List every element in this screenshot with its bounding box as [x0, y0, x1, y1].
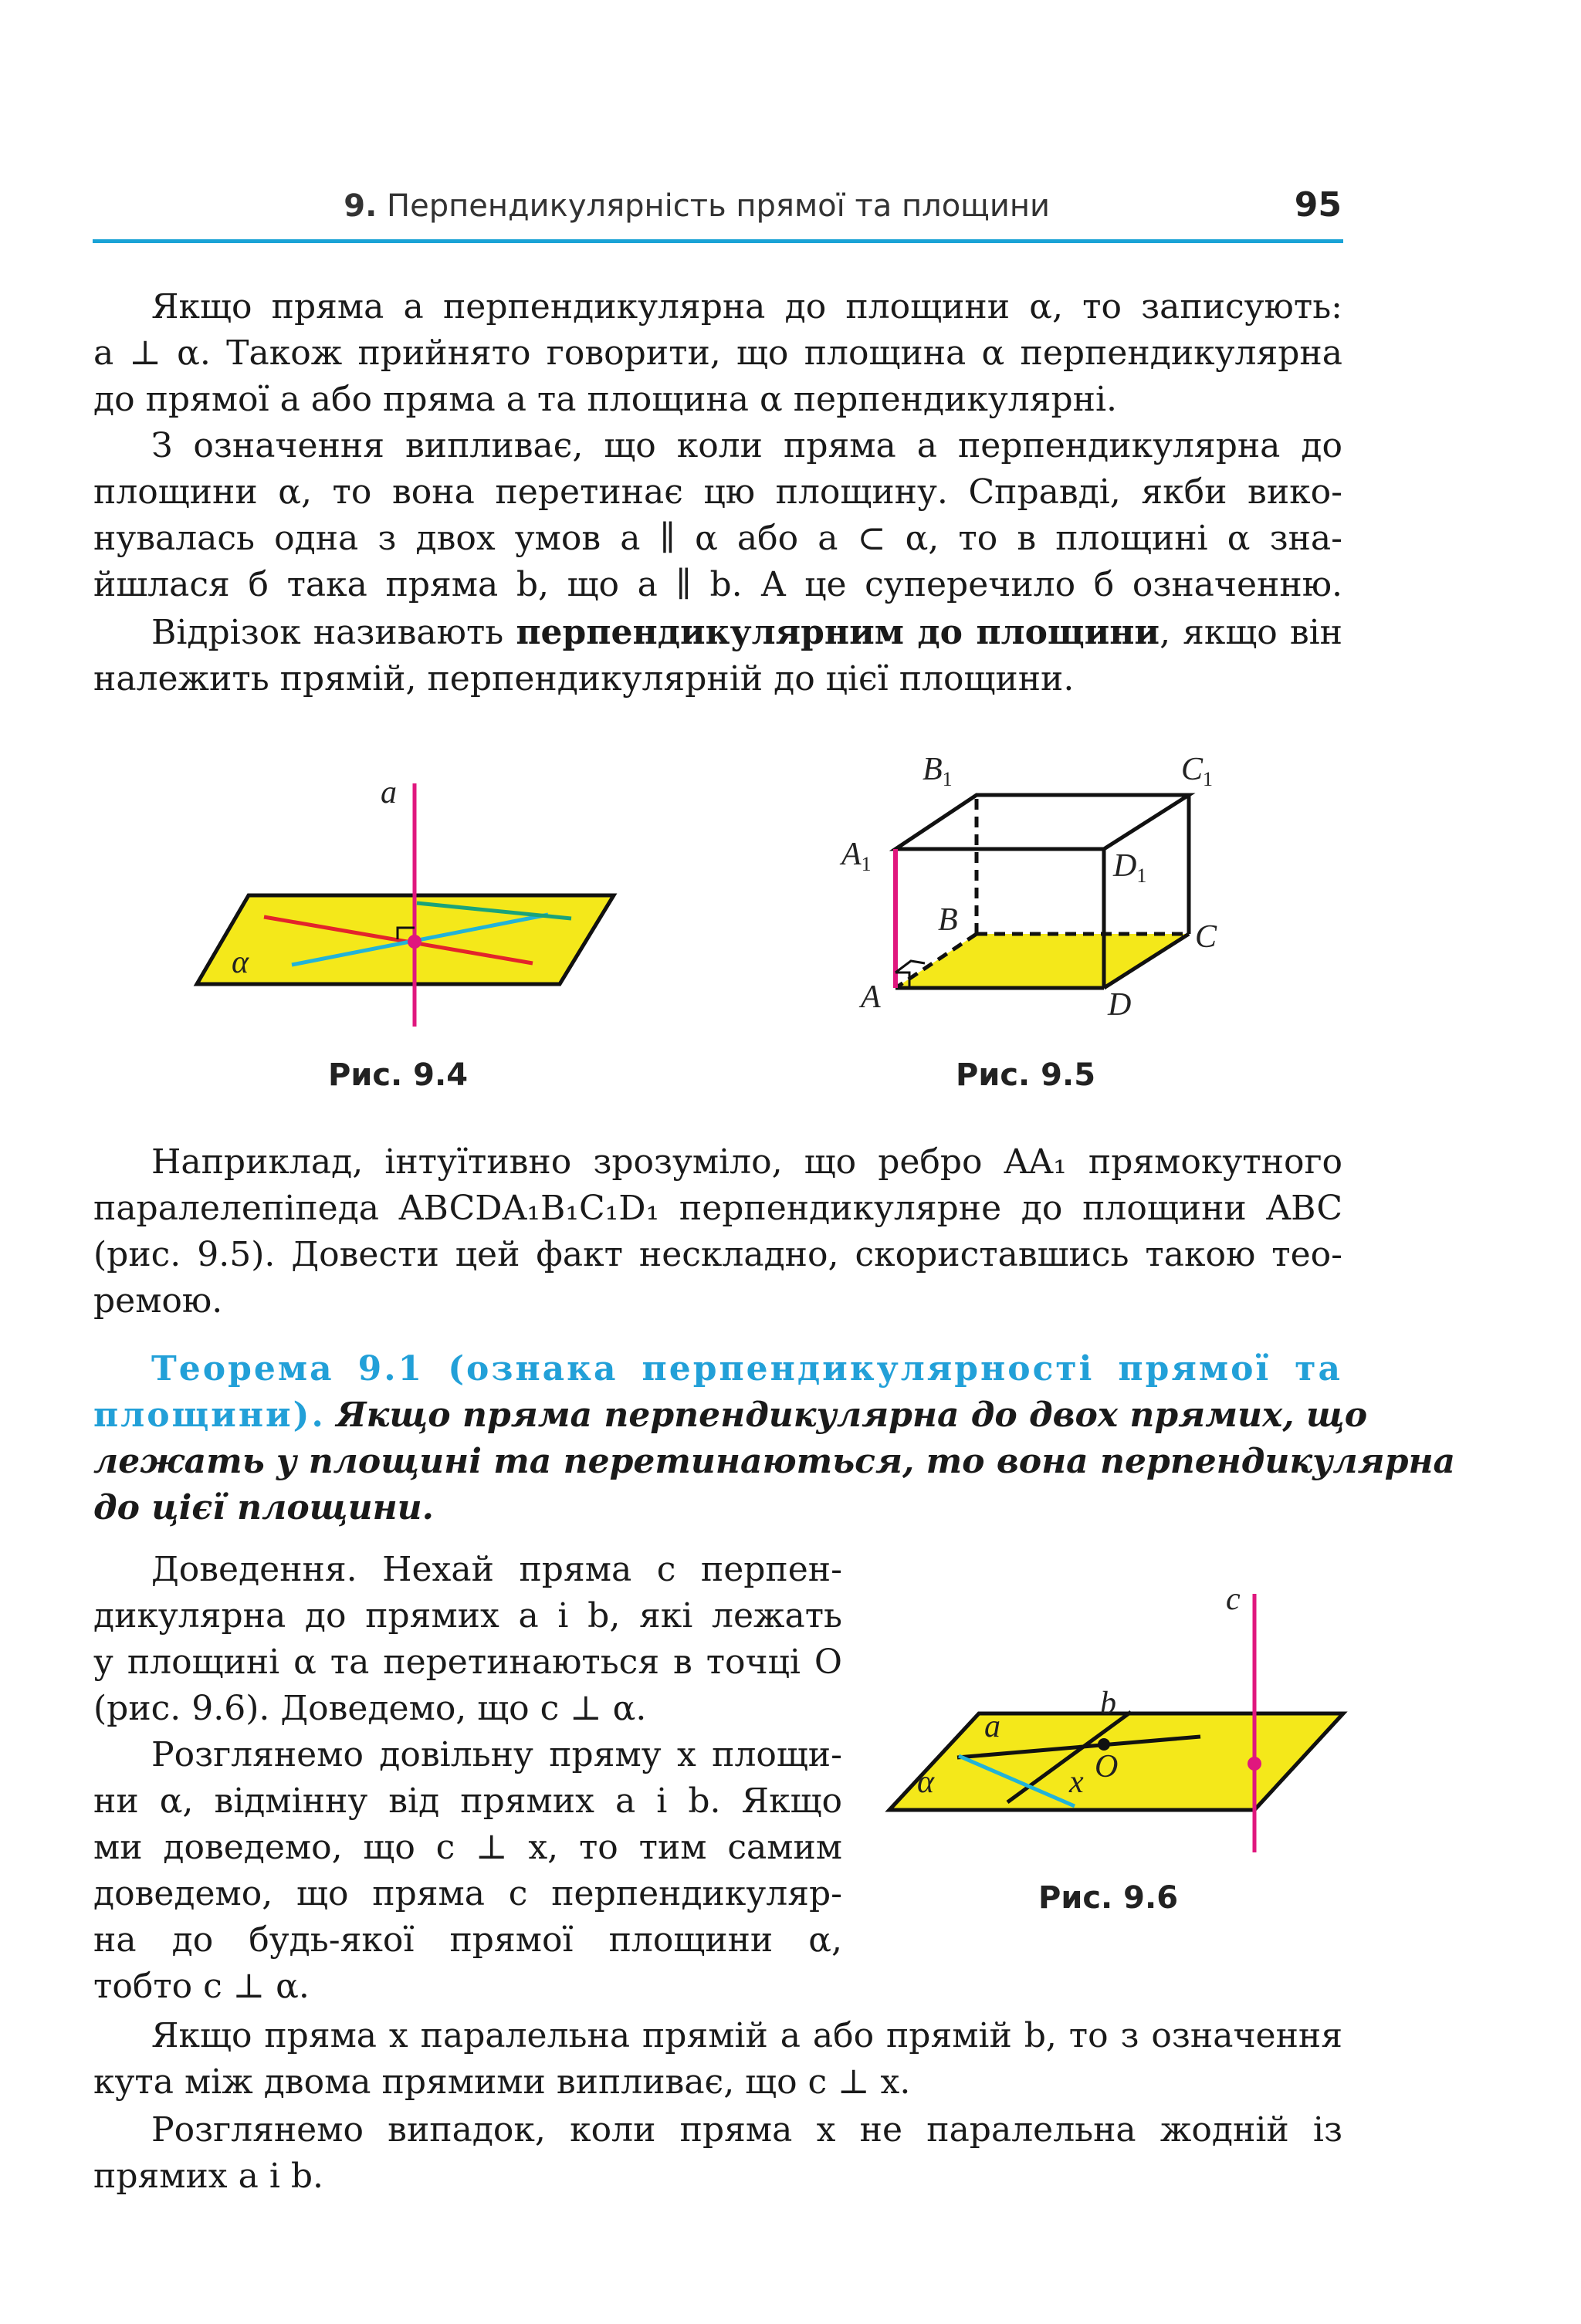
- text-line: прямих a і b.: [93, 2157, 324, 2196]
- label-x: x: [1069, 1764, 1084, 1800]
- theorem-text: Якщо пряма перпендикулярна до двох прямих, що: [336, 1395, 1368, 1435]
- label-b1: B1: [923, 752, 953, 790]
- proof-line: (рис. 9.6). Доведемо, що c ⊥ α.: [93, 1689, 647, 1728]
- text-line: на до будь-якої прямої площини α,: [93, 1920, 842, 1960]
- label-b: b: [1100, 1686, 1116, 1721]
- label-c1: C1: [1181, 752, 1214, 790]
- text-line: Якщо пряма x паралельна прямій a або прямій b, то з означення: [151, 2016, 1342, 2055]
- figure-9-6: [880, 1575, 1359, 1868]
- chapter-number: 9.: [344, 188, 377, 224]
- figure-caption: Рис. 9.5: [956, 1057, 1096, 1093]
- top-face: [895, 795, 1189, 849]
- text-line: ремою.: [93, 1281, 223, 1321]
- text-line: кута між двома прямими випливає, що c ⊥ x.: [93, 2062, 911, 2102]
- text-line: йшлася б така пряма b, що a ∥ b. А це суперечило б означенню.: [93, 565, 1342, 604]
- text-line: належить прямій, перпендикулярній до цієї площини.: [93, 659, 1075, 699]
- text-line: доведемо, що пряма c перпендикуляр-: [93, 1874, 842, 1913]
- label-d: D: [1108, 987, 1132, 1023]
- running-header: [0, 188, 1050, 224]
- text-line: паралелепіпеда ABCDA₁B₁C₁D₁ перпендикулярне до площини ABC: [93, 1189, 1342, 1228]
- defined-term: перпендикулярним до площини: [516, 613, 1160, 652]
- theorem-title-end: площини).: [93, 1395, 326, 1435]
- text-line: (рис. 9.5). Довести цей факт нескладно, скориставшись такою тео-: [93, 1235, 1342, 1274]
- right-angle-mark: [895, 961, 925, 973]
- proof-line: дикулярна до прямих a і b, які лежать: [93, 1596, 842, 1636]
- header-rule: [93, 239, 1343, 243]
- label-a: a: [984, 1709, 1000, 1744]
- text-line: Розглянемо випадок, коли пряма x не паралельна жодній із: [151, 2110, 1342, 2150]
- text-line: тобто c ⊥ α.: [93, 1967, 310, 2006]
- theorem-text: до цієї площини.: [93, 1488, 434, 1527]
- theorem-text: лежать у площині та перетинаються, то вона перпендикулярна: [93, 1442, 1456, 1481]
- label-b: B: [938, 902, 958, 938]
- theorem-line: [93, 1392, 1368, 1439]
- label-d1: D1: [1113, 848, 1147, 887]
- text-line: до прямої a або пряма a та площина α перпендикулярні.: [93, 380, 1118, 419]
- text-line: ни α, відмінну від прямих a і b. Якщо: [93, 1781, 842, 1821]
- intersection-point: [1248, 1757, 1261, 1771]
- proof-line: у площині α та перетинаються в точці O: [93, 1642, 842, 1682]
- label-o: O: [1095, 1749, 1119, 1784]
- label-a: a: [381, 775, 397, 810]
- figure-caption: Рис. 9.4: [328, 1057, 469, 1093]
- label-a1: A1: [841, 837, 872, 875]
- label-alpha: α: [917, 1764, 935, 1800]
- intersection-point: [408, 935, 421, 949]
- chapter-title: Перпендикулярність прямої та площини: [387, 188, 1050, 224]
- theorem-title: Теорема 9.1 (ознака перпендикулярності прямої та: [151, 1349, 1342, 1389]
- figure-caption: Рис. 9.6: [1038, 1880, 1179, 1916]
- definition-line: [151, 610, 1342, 656]
- text-line: площини α, то вона перетинає цю площину. Справді, якби вико-: [93, 472, 1342, 512]
- figure-9-5: [834, 745, 1266, 1023]
- label-alpha: α: [232, 945, 249, 980]
- text-line: Наприклад, інтуїтивно зрозуміло, що ребро AA₁ прямокутного: [151, 1142, 1342, 1182]
- text-line: Розглянемо довільну пряму x площи-: [151, 1735, 842, 1774]
- text-line: a ⊥ α. Також прийнято говорити, що площина α перпендикулярна: [93, 333, 1342, 373]
- text-line: Якщо пряма a перпендикулярна до площини α, то записують:: [151, 287, 1342, 326]
- text-line: ми доведемо, що c ⊥ x, то тим самим: [93, 1828, 842, 1867]
- text-line: З означення випливає, що коли пряма a перпендикулярна до: [151, 426, 1342, 465]
- label-a: A: [861, 979, 881, 1015]
- page-number: 95: [1294, 185, 1342, 225]
- label-c: C: [1195, 919, 1217, 955]
- label-c: c: [1226, 1581, 1241, 1617]
- proof-line: Доведення. Нехай пряма c перпен-: [151, 1550, 842, 1589]
- text-span: , якщо він: [1160, 613, 1342, 652]
- text-line: нувалась одна з двох умов a ∥ α або a ⊂ α, то в площині α зна-: [93, 519, 1342, 558]
- figure-9-4: [185, 764, 633, 1042]
- text-span: Відрізок називають: [151, 613, 504, 652]
